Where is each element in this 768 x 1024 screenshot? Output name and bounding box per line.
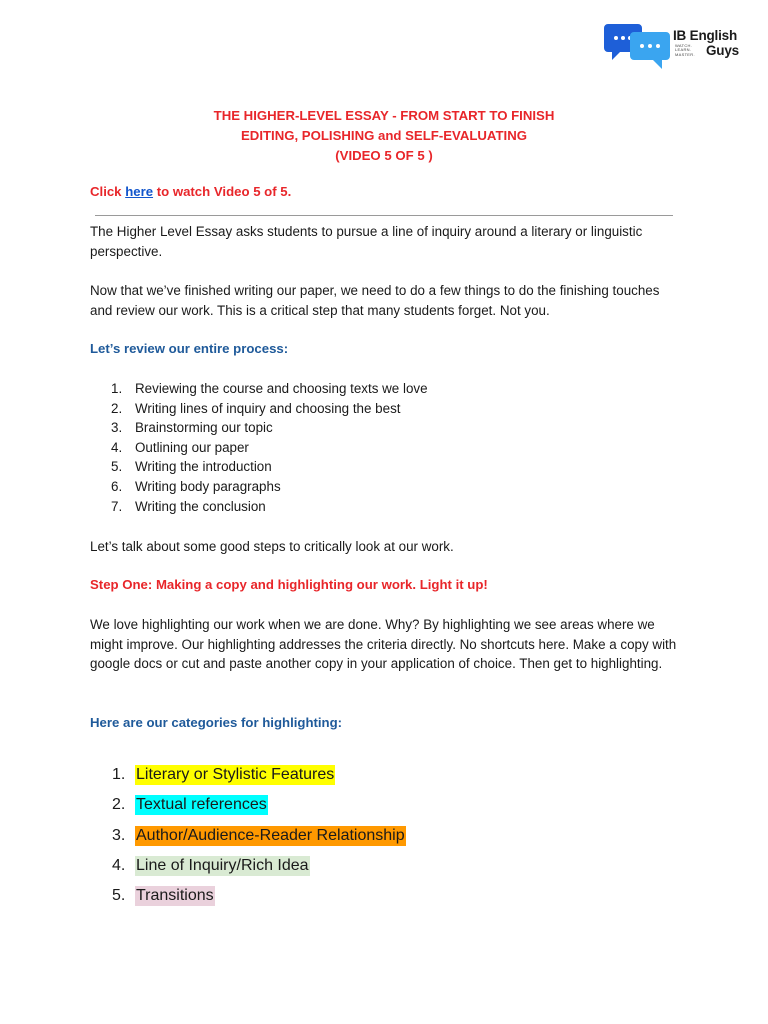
list-item-text: Writing body paragraphs: [135, 478, 281, 494]
list-item-number: 2.: [112, 796, 126, 814]
list-item: [90, 379, 428, 399]
list-item: [90, 497, 428, 517]
category-highlight: Author/Audience-Reader Relationship: [136, 826, 405, 844]
step-one-paragraph: We love highlighting our work when we are done. Why? By highlighting we see areas where we might improve. Our highlighting addresses the criteria directly. No shortcuts here. Make a copy with google docs or cut and paste another copy in your application of choice. Then get to highlighting.: [90, 617, 677, 672]
list-item-text: Outlining our paper: [135, 439, 249, 455]
list-item-number: 3.: [111, 420, 123, 436]
ib-english-guys-logo: [604, 22, 754, 72]
video-link-suffix: to watch Video 5 of 5.: [153, 184, 292, 199]
process-steps-list: [90, 379, 428, 516]
list-item: [90, 764, 406, 794]
list-item-text: Writing lines of inquiry and choosing the best: [135, 400, 401, 416]
list-item-text: Writing the introduction: [135, 459, 272, 475]
list-item: [90, 855, 406, 885]
list-item: [90, 438, 428, 458]
talk-paragraph: Let’s talk about some good steps to critically look at our work.: [90, 539, 454, 554]
list-item: [90, 477, 428, 497]
logo-tagline-master: MASTER.: [675, 51, 695, 57]
list-item-number: 6.: [111, 478, 123, 494]
review-heading: Let’s review our entire process:: [90, 341, 289, 356]
list-item-number: 5.: [112, 887, 126, 905]
logo-tagline: [675, 44, 705, 57]
list-item: [90, 399, 428, 419]
chat-bubbles-icon: [604, 22, 674, 72]
logo-tagline-learn: LEARN.: [675, 47, 692, 53]
video-link-line: [90, 184, 291, 199]
intro-paragraph: The Higher Level Essay asks students to pursue a line of inquiry around a literary or linguistic perspective.: [90, 224, 643, 259]
list-item-number: 4.: [111, 439, 123, 455]
step-one-heading: Step One: Making a copy and highlighting our work. Light it up!: [90, 577, 488, 592]
highlight-categories-list: [90, 764, 406, 915]
list-item-number: 2.: [111, 400, 123, 416]
list-item-number: 4.: [112, 856, 126, 874]
list-item-text: Writing the conclusion: [135, 498, 266, 514]
logo-line2: Guys: [706, 43, 739, 58]
category-highlight: Transitions: [136, 887, 214, 905]
list-item-number: 1.: [111, 381, 123, 396]
document-title: [0, 106, 768, 166]
list-item: [90, 418, 428, 438]
category-highlight: Line of Inquiry/Rich Idea: [136, 856, 309, 874]
category-highlight: Textual references: [136, 796, 267, 814]
list-item-text: Reviewing the course and choosing texts we love: [135, 381, 428, 396]
list-item-number: 7.: [111, 498, 123, 514]
title-line-1: THE HIGHER-LEVEL ESSAY - FROM START TO FINISH: [213, 108, 555, 123]
list-item: [90, 885, 406, 915]
video-link[interactable]: here: [125, 184, 154, 199]
video-link-prefix: Click: [90, 184, 126, 199]
list-item-number: 5.: [111, 459, 123, 475]
list-item-number: 3.: [112, 826, 126, 844]
title-line-3: (VIDEO 5 OF 5 ): [335, 148, 433, 163]
list-item-number: 1.: [112, 766, 126, 783]
list-item-text: Brainstorming our topic: [135, 420, 273, 436]
finishing-paragraph: Now that we’ve finished writing our paper, we need to do a few things to do the finishing touches and review our work. This is a critical step that many students forget. Not you.: [90, 283, 660, 318]
horizontal-divider: [95, 215, 673, 216]
list-item: [90, 457, 428, 477]
logo-line1: IB English: [673, 28, 738, 43]
category-highlight: Literary or Stylistic Features: [136, 766, 335, 783]
list-item: [90, 825, 406, 855]
list-item: [90, 794, 406, 824]
title-line-2: EDITING, POLISHING and SELF-EVALUATING: [241, 128, 527, 143]
logo-tagline-watch: WATCH.: [675, 43, 693, 48]
categories-heading: Here are our categories for highlighting:: [90, 715, 343, 730]
